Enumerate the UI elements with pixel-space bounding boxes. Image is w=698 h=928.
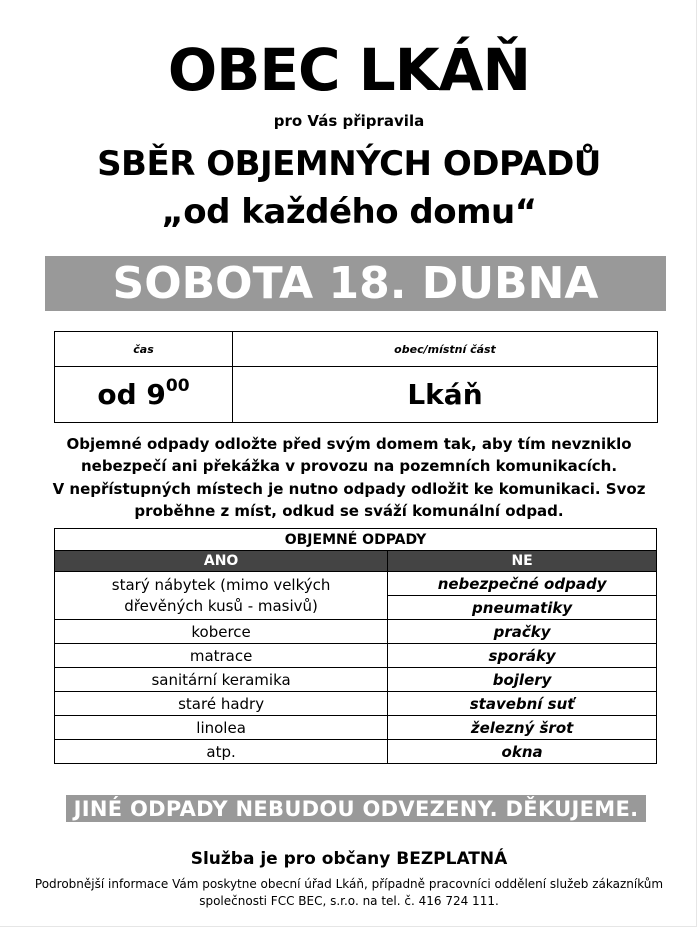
time-value: od 9 (97, 378, 166, 411)
time-cell (55, 367, 233, 423)
schedule-table (54, 331, 658, 423)
no-item: nebezpečné odpady (388, 572, 657, 596)
page-title: OBEC LKÁŇ (167, 36, 531, 104)
no-item: železný šrot (388, 716, 657, 740)
place-cell: Lkáň (233, 367, 658, 423)
no-column-header: NE (388, 551, 657, 572)
no-item: stavební suť (388, 692, 657, 716)
no-item: bojlery (388, 668, 657, 692)
yes-item: matrace (55, 644, 388, 668)
yes-item: linolea (55, 716, 388, 740)
note-inaccessible: V nepřístupných místech je nutno odpady odložit ke komunikaci. Svoz proběhne z míst, odkud se sváží komunální odpad. (52, 480, 646, 520)
yes-item: staré hadry (55, 692, 388, 716)
no-item: pračky (388, 620, 657, 644)
note-placement: Objemné odpady odložte před svým domem tak, aby tím nevzniklo nebezpečí ani překážka v provozu na pozemních komunikacích. (66, 435, 632, 475)
no-item: pneumatiky (388, 596, 657, 620)
yes-item: atp. (55, 740, 388, 764)
headline: SBĚR OBJEMNÝCH ODPADŮ (97, 144, 601, 184)
yes-item: koberce (55, 620, 388, 644)
free-service-note: Služba je pro občany BEZPLATNÁ (190, 849, 508, 869)
yes-item: sanitární keramika (55, 668, 388, 692)
no-item: sporáky (388, 644, 657, 668)
prepared-by: pro Vás připravila (273, 112, 425, 130)
time-header: čas (55, 332, 233, 367)
contact-info-text: Podrobnější informace Vám poskytne obecní úřad Lkáň, případně pracovníci oddělení služeb zákazníkům společnosti FCC BEC, s.r.o. na tel. č. 416 724 111. (34, 877, 664, 908)
yes-item: starý nábytek (mimo velkých dřevěných kusů - masivů) (55, 572, 388, 620)
warning-banner: JINÉ ODPADY NEBUDOU ODVEZENY. DĚKUJEME. (66, 795, 646, 822)
place-header: obec/místní část (233, 332, 658, 367)
date-banner: SOBOTA 18. DUBNA 2026 (45, 256, 666, 311)
contact-info (0, 876, 698, 910)
time-minutes: 00 (165, 376, 190, 396)
waste-table-caption: OBJEMNÉ ODPADY (55, 529, 657, 551)
no-item: okna (388, 740, 657, 764)
subheadline: „od každého domu“ (161, 192, 537, 232)
yes-column-header: ANO (55, 551, 388, 572)
waste-table (54, 528, 657, 764)
